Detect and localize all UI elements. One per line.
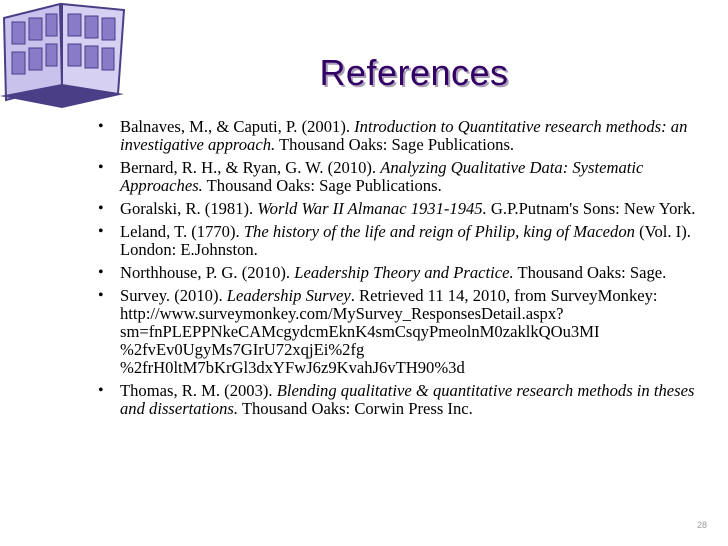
bullet: • — [98, 223, 104, 240]
reference-publisher: G.P.Putnam's Sons: New York. — [486, 199, 696, 218]
reference-url-line: sm=fnPLEPPNkeCAMcgydcmEknK4smCsqyPmeolnM0zaklkQOu3MI — [120, 322, 600, 341]
reference-publisher: Thousand Oaks: Sage Publications. — [202, 176, 442, 195]
reference-publisher: Thousand Oaks: Sage Publications. — [275, 135, 515, 154]
reference-authors: Northhouse, P. G. (2010). — [120, 263, 295, 282]
reference-title: World War II Almanac 1931-1945. — [257, 199, 487, 218]
reference-url-line: %2fvEv0UgyMs7GIrU72xqjEi%2fg — [120, 340, 365, 359]
reference-item — [98, 118, 698, 154]
reference-item — [98, 382, 698, 418]
reference-title: Leadership Survey — [226, 286, 351, 305]
reference-authors: Goralski, R. (1981). — [120, 199, 258, 218]
reference-title: Leadership Theory and Practice. — [294, 263, 514, 282]
reference-list — [98, 118, 698, 423]
reference-title: Introduction to Quantitative research methods: an investigative approach. — [120, 117, 688, 154]
reference-item — [98, 287, 698, 377]
bullet: • — [98, 382, 104, 399]
reference-url-line: %2frH0ltM7bKrGl3dxYFwJ6z9KvahJ6vTH90%3d — [120, 358, 465, 377]
page-number: 28 — [696, 520, 707, 530]
reference-item — [98, 159, 698, 195]
reference-authors: Thomas, R. M. (2003). — [120, 381, 277, 400]
bullet: • — [98, 159, 104, 176]
reference-authors: Survey. (2010). — [120, 286, 227, 305]
reference-publisher: Thousand Oaks: Corwin Press Inc. — [238, 399, 473, 418]
reference-item — [98, 200, 698, 218]
reference-publisher: Thousand Oaks: Sage. — [513, 263, 667, 282]
bullet: • — [98, 287, 104, 304]
reference-item — [98, 264, 698, 282]
reference-publisher: . Retrieved 11 14, 2010, from SurveyMonkey: — [350, 286, 658, 305]
reference-authors: Bernard, R. H., & Ryan, G. W. (2010). — [120, 158, 381, 177]
reference-publisher: (Vol. I). London: E.Johnston. — [120, 222, 691, 259]
bullet: • — [98, 200, 104, 217]
reference-authors: Leland, T. (1770). — [120, 222, 244, 241]
reference-title: Blending qualitative & quantitative research methods in theses and dissertations. — [120, 381, 695, 418]
bullet: • — [98, 264, 104, 281]
reference-item — [98, 223, 698, 259]
reference-url-line: http://www.surveymonkey.com/MySurvey_ResponsesDetail.aspx? — [120, 304, 564, 323]
slide-title: References — [319, 52, 509, 93]
reference-title: The history of the life and reign of Philip, king of Macedon — [243, 222, 635, 241]
reference-title: Analyzing Qualitative Data: Systematic Approaches. — [120, 158, 644, 195]
reference-authors: Balnaves, M., & Caputi, P. (2001). — [120, 117, 355, 136]
bullet: • — [98, 118, 104, 135]
